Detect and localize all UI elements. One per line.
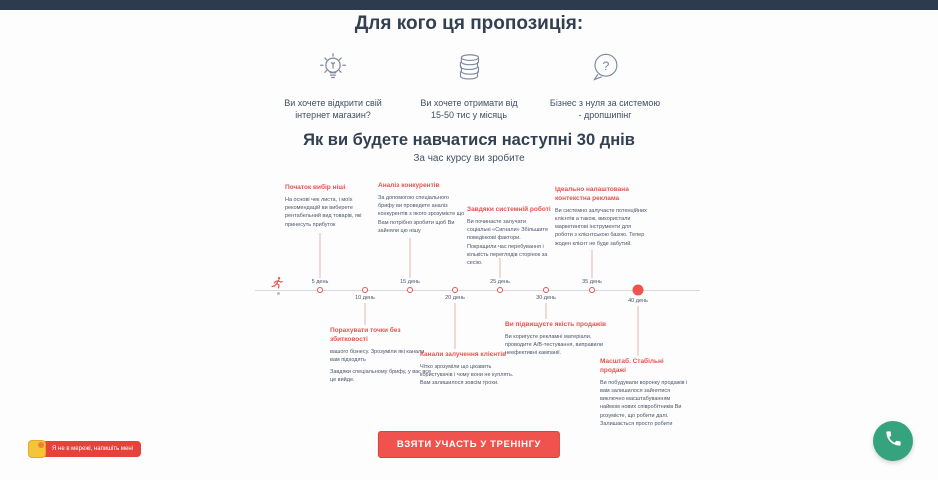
timeline-marker-day20 bbox=[452, 287, 458, 293]
audience-item-label: Ви хочете отримати від 15-50 тис у місяць bbox=[420, 98, 518, 121]
phone-icon bbox=[884, 429, 903, 453]
annotation-body: Завдяки спеціальному брифу, у вас все це вийде. bbox=[330, 369, 432, 384]
timeline-marker-day10 bbox=[362, 287, 368, 293]
connector-line bbox=[546, 303, 547, 319]
annotation-heading: Аналіз конкурентів bbox=[378, 182, 440, 189]
annotation-body: Ви системно залучаєте потенційних клієнтів а також, використали маркетингові інструменти для роботи з клієнтською базою. Тепер жоден клієнт не буде забутий. bbox=[555, 207, 647, 247]
day-label: 35 день bbox=[582, 279, 602, 285]
day-label: 15 день bbox=[400, 279, 420, 285]
runner-icon bbox=[270, 276, 284, 295]
audience-title: Для кого ця пропозиція: bbox=[354, 13, 584, 34]
connector-line bbox=[638, 306, 639, 356]
annotation-heading: Початок вибір ніші bbox=[285, 184, 346, 191]
day-label: 25 день bbox=[490, 279, 510, 285]
annotation-scale-stable-sales bbox=[600, 358, 688, 432]
day-label: 10 день bbox=[355, 295, 375, 301]
timeline-marker-day5 bbox=[317, 287, 323, 293]
annotation-body: Ви коригуєте рекламні матеріали, проводите А/В-тестування, виправили неефективні кампанії. bbox=[505, 333, 603, 357]
annotation-contextual-ads bbox=[555, 186, 650, 252]
course-title: Як ви будете навчатися наступні 30 днів bbox=[303, 131, 635, 149]
annotation-systematic-work bbox=[467, 206, 551, 271]
connector-line bbox=[410, 238, 411, 278]
audience-item-label: Бізнес з нуля за системою - дропшипінг bbox=[549, 98, 661, 121]
timeline-marker-day40 bbox=[633, 285, 644, 296]
annotation-heading: Порахувати точки без збитковості bbox=[330, 327, 401, 343]
timeline-marker-day15 bbox=[407, 287, 413, 293]
course-subtitle: За час курсу ви зробите bbox=[413, 153, 525, 164]
day-label: 5 день bbox=[311, 279, 329, 285]
timeline-marker-day25 bbox=[497, 287, 503, 293]
day-label: 20 день bbox=[445, 295, 465, 301]
connector-line bbox=[365, 303, 366, 325]
annotation-body: На основі чек листа, і моїх рекомендацій ви виберете рентабельний вид товарів, які принесуть прибуток bbox=[285, 196, 362, 228]
annotation-body: Чітко зрозуміли що цікавить користувачів і чому вони не куплять. Вам залишилося зовсім трохи. bbox=[420, 363, 514, 387]
annotation-heading: Канали залучення клієнтів bbox=[420, 351, 507, 358]
annotation-heading: Масштаб. Стабільні продажі bbox=[600, 358, 664, 374]
day-label: 30 день bbox=[536, 295, 556, 301]
annotation-heading: Ідеально налаштована контекстна реклама bbox=[555, 186, 629, 202]
annotation-body: Ви побудували воронку продажів і вам залишилося зайнятися виключно масштабуванням наймом нових співробітників Ви розумієте, що робити далі. Залишається просто робити bbox=[600, 379, 688, 427]
timeline-marker-day35 bbox=[589, 287, 595, 293]
connector-line bbox=[455, 303, 456, 349]
annotation-body: За допомогою спеціального брифу ви проведете аналіз конкурентів з якого зрозумієте що Вам потрібно зробити щоб Ви зайняли цю нішу bbox=[378, 194, 465, 234]
timeline-marker-day30 bbox=[543, 287, 549, 293]
chat-widget-label: Я не в мережі, напишіть мені bbox=[42, 441, 141, 457]
audience-item-label: Ви хочете відкрити свій інтернет магазин? bbox=[284, 98, 382, 121]
annotation-competitor-analysis bbox=[378, 182, 466, 239]
day-label: 40 день bbox=[628, 298, 648, 304]
chat-avatar-icon bbox=[28, 440, 46, 458]
svg-text:?: ? bbox=[602, 58, 610, 73]
call-button[interactable] bbox=[873, 421, 913, 461]
connector-line bbox=[592, 250, 593, 278]
annotation-heading: Завдяки системній роботі bbox=[467, 206, 551, 213]
annotation-body: вашого бізнесу. Зрозуміли які канали вам підходять bbox=[330, 348, 425, 363]
annotation-niche-selection bbox=[285, 184, 363, 233]
annotation-sales-quality bbox=[505, 321, 617, 362]
annotation-body: Ви починаєте залучати соціальні «Сигнали» Збільшите поведінкові фактори. Покращили час перебування і кількість переглядів сторінок за сесію. bbox=[467, 218, 549, 267]
join-training-button[interactable]: ВЗЯТИ УЧАСТЬ У ТРЕНІНГУ bbox=[378, 431, 560, 458]
annotation-heading: Ви підвищуєте якість продажів bbox=[505, 321, 607, 328]
offline-chat-widget[interactable] bbox=[28, 440, 141, 458]
connector-line bbox=[320, 233, 321, 278]
